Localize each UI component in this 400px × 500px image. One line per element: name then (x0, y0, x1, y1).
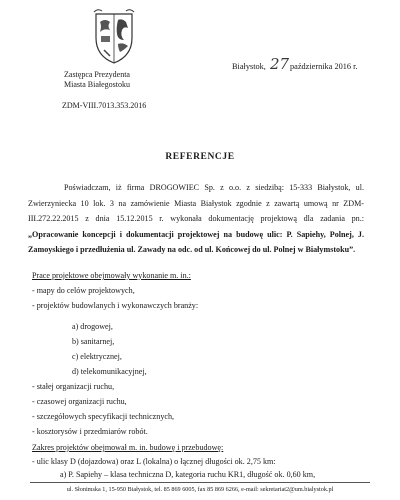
issuer-title: Zastępca Prezydenta (64, 70, 130, 79)
list-item: - szczegółowych specyfikacji technicznych, (32, 412, 175, 421)
footer-contact: ul. Słonimska 1, 15-950 Białystok, tel. 85 869 6005, fax 85 869 6266, e-mail: sekretariat2@um.bialystok.pl (66, 486, 334, 493)
footer-divider (30, 482, 370, 483)
list-item: a) drogowej, (72, 322, 113, 331)
list-item: - stałej organizacji ruchu, (32, 382, 115, 391)
list-item: c) elektrycznej, (72, 352, 122, 361)
list-item: - mapy do celów projektowych, (32, 286, 135, 295)
paragraph-text: Poświadczam, iż firma DROGOWIEC Sp. z o.o. z siedzibą: 15-333 Białystok, ul. Zwierzyniecka 10 lok. 3 na zamówienie Miasta Białystok zgodnie z zawartą umową nr ZDM-III.272.22.2015 z dnia 15.12.2015 r. wykonała dokumentację projektową dla zadania pn.: (28, 183, 364, 224)
list-item: - czasowej organizacji ruchu, (32, 397, 127, 406)
body-paragraph (28, 180, 364, 258)
list-item: d) telekomunikacyjnej, (72, 367, 147, 376)
scope2-heading: Zakres projektów obejmował m. in. budowę i przebudowę: (32, 443, 224, 452)
scope-heading: Prace projektowe obejmowały wykonanie m. in.: (32, 271, 191, 280)
date-text: października 2016 r. (290, 62, 358, 71)
handwritten-day: 27 (270, 55, 290, 73)
list-item: - kosztorysów i przedmiarów robót. (32, 427, 148, 436)
list-item: b) sanitarnej, (72, 337, 115, 346)
reference-number: ZDM-VIII.7013.353.2016 (62, 101, 147, 110)
list-item: - projektów budowlanych i wykonawczych branży: (32, 301, 199, 310)
list-item: a) P. Sapiehy – klasa techniczna D, kategoria ruchu KR1, długość ok. 0,60 km, (60, 470, 316, 479)
document-title: REFERENCJE (165, 152, 235, 162)
task-name: „Opracowanie koncepcji i dokumentacji projektowej na budowę ulic: P. Sapiehy, Polnej, J. Zamoyskiego i przedłużenia ul. Zawady na odc. od ul. Końcowej do ul. Polnej w Białymstoku”. (28, 229, 364, 255)
city-coat-of-arms-icon (90, 6, 138, 66)
issuer-city: Miasta Białegostoku (64, 80, 130, 89)
place-label: Białystok, (232, 62, 266, 71)
list-item: - ulic klasy D (dojazdowa) oraz L (lokalna) o łącznej długości ok. 2,75 km: (32, 457, 276, 466)
